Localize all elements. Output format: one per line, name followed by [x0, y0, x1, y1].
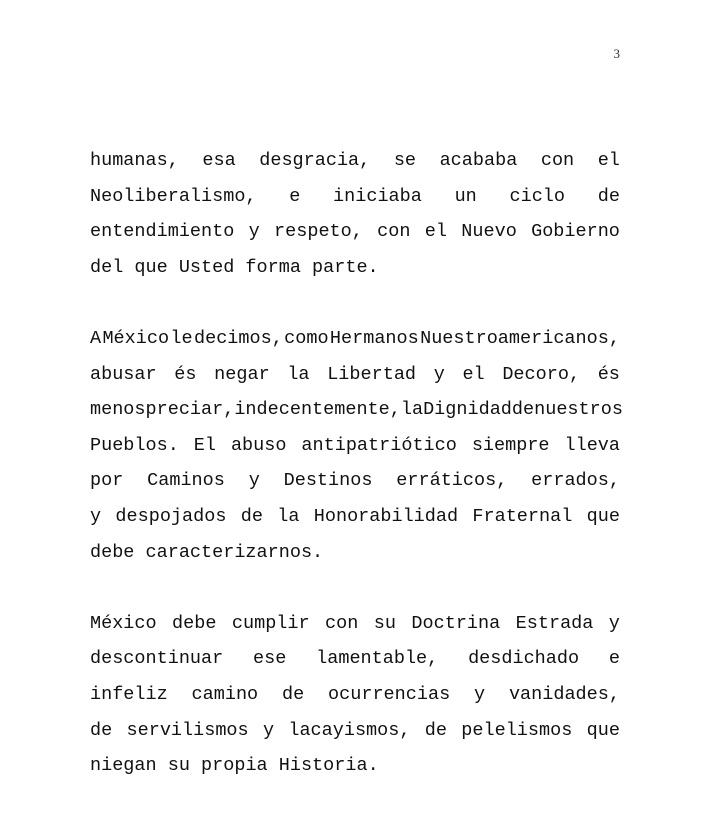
text-line: del que Usted forma parte. [90, 256, 379, 278]
paragraph [90, 321, 623, 570]
text-line: abusar és negar la Libertad y el Decoro, és [90, 363, 620, 385]
paragraph [90, 143, 620, 285]
text-line: humanas, esa desgracia, se acababa con el [90, 150, 620, 171]
text-line: y despojados de la Honorabilidad Fraternal que [90, 505, 620, 527]
paragraph [90, 606, 620, 784]
body-text [90, 143, 623, 819]
text-line: Pueblos. El abuso antipatriótico siempre lleva [90, 434, 620, 456]
text-line: descontinuar ese lamentable, desdichado e [90, 648, 620, 670]
text-line: entendimiento y respeto, con el Nuevo Gobierno [90, 221, 620, 243]
text-line: por Caminos y Destinos erráticos, errados, [90, 470, 620, 492]
text-line: México debe cumplir con su Doctrina Estrada y [90, 612, 620, 634]
text-line: debe caracterizarnos. [90, 541, 324, 563]
text-line: menospreciar, indecentemente, la Dignidad de nuestros [90, 399, 623, 421]
text-line: Neoliberalismo, e iniciaba un ciclo de [90, 185, 620, 207]
text-line: niegan su propia Historia. [90, 755, 379, 777]
page-number: 3 [613, 46, 620, 61]
text-line: de servilismos y lacayismos, de pelelismos que [90, 719, 620, 741]
text-line: A México le decimos, como Hermanos Nuestroamericanos, [90, 327, 620, 349]
text-line: infeliz camino de ocurrencias y vanidades, [90, 683, 620, 705]
